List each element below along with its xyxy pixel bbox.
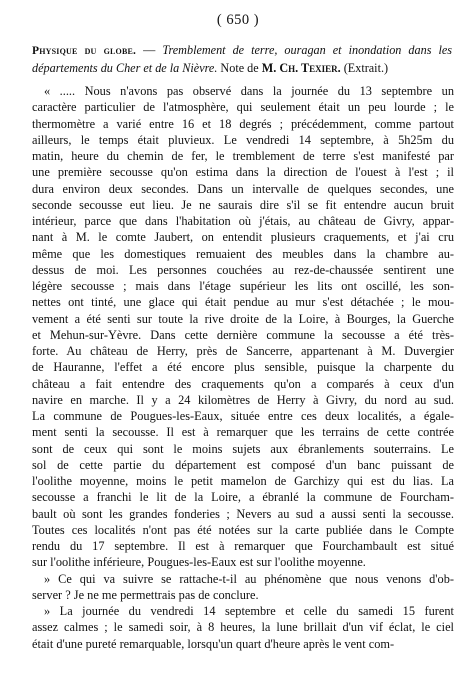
section-rubric: Physique du globe. xyxy=(32,45,137,57)
text-line: » La journée du vendredi 14 septembre et celle du samedi 15 furent xyxy=(44,604,454,618)
text-line: sont de ceux qui sont le moins sujets aux ébranlements souterrains. Le xyxy=(32,441,454,456)
text-line: l'oolithe moyenne, moins le petit mamelon de Garchizy qui est du lias. La xyxy=(32,474,454,488)
text-line: La commune de Pougues-les-Eaux, située entre ces deux localités, a égale- xyxy=(32,409,454,423)
text-line: une première secousse qu'on estima dans la direction de l'ouest à l'est ; il xyxy=(32,165,454,180)
text-line: ailleurs, le temps était pluvieux. Le vendredi 14 septembre, à 5h25m du xyxy=(32,132,454,147)
text-line: » Ce qui va suivre se rattache-t-il au phénomène que nous venons d'ob- xyxy=(44,571,454,586)
article-subject: Tremblement de terre, ouragan et inondation dans les départements du Cher et de la Nièvre. xyxy=(32,43,453,75)
text-line: légère secousse ; mais dans l'étage supérieur les lits ont oscillé, les son- xyxy=(32,279,454,293)
text-line: seconde secousse eut lieu. Je ne saurais dire s'il se fit entendre aucun bruit xyxy=(32,197,454,212)
text-line: de Hauranne, l'effet a été encore plus sensible, puisque la charpente du xyxy=(32,360,454,375)
page-number: ( 650 ) xyxy=(216,12,260,28)
text-line: « ..... Nous n'avons pas observé dans la journée du 13 septembre un xyxy=(44,84,454,98)
text-line: server ? Je ne me permettrais pas de conclure. xyxy=(32,587,259,602)
text-line: secousse a franchi le lit de la Loire, a ébranlé la commune de Fourcham- xyxy=(32,490,454,505)
paragraph xyxy=(32,83,454,571)
text-line: forte. Au château de Herry, près de Sancerre, appartenant à M. Duvergier xyxy=(32,344,454,358)
text-line: assez calmes ; le samedi soir, à 8 heures, la lune brillait d'un vif éclat, le ciel xyxy=(32,620,454,635)
text-line: dura environ deux secondes. Dans un intervalle de quelques secondes, une xyxy=(32,181,454,196)
article-author: M. Ch. Texier. xyxy=(261,61,341,75)
text-line: même que les domestiques remuaient des meubles dans la chambre au- xyxy=(32,246,454,261)
text-line: nettes ont tinté, une glace qui était pendue au mur s'est détachée ; le mou- xyxy=(32,295,454,310)
text-line: navire en marche. Il y a 24 kilomètres de Herry à Givry, du nord au sud. xyxy=(32,392,454,407)
article-heading xyxy=(32,42,452,77)
paragraph xyxy=(32,603,454,652)
text-line: était d'une pureté remarquable, lorsqu'un quart d'heure après le vent com- xyxy=(32,636,395,651)
text-line: rendu du 17 septembre. Il est à remarquer que Fourchambault est situé xyxy=(32,539,454,553)
text-line: ment senti la secousse. Il est à remarquer que les terrains de cette contrée xyxy=(32,425,454,440)
text-line: dessus de moi. Les personnes couchées au rez-de-chaussée sentirent une xyxy=(32,262,454,277)
text-line: sol de cette partie du département est composé d'un banc puissant de xyxy=(32,457,454,472)
text-line: intérieur, parce que dans l'habitation où j'étais, au château de Givry, appar- xyxy=(32,214,454,228)
paragraph xyxy=(32,571,454,604)
text-line: thermomètre a varié entre 16 et 18 degrés ; précédemment, comme partout xyxy=(32,116,454,131)
text-line: matin, heure du chemin de fer, le tremblement de terre s'est manifesté par xyxy=(32,149,454,163)
text-line: et Mehun-sur-Yèvre. Dans cette dernière commune la secousse a été très- xyxy=(32,327,454,342)
article-body xyxy=(32,83,454,652)
text-line: Toutes ces localités n'ont pas été notées sur la carte publiée dans le Compte xyxy=(32,522,454,537)
text-line: nant à M. le comte Jaubert, on entendit plusieurs craquements, et j'ai cru xyxy=(32,230,454,245)
heading-suffix: (Extrait.) xyxy=(340,61,389,75)
note-prefix: Note de xyxy=(217,61,262,75)
text-line: château a fait entendre des craquements qu'on a comparés à ceux d'un xyxy=(32,376,454,391)
text-line: caractère particulier de l'atmosphère, qui seulement était un peu lourde ; le xyxy=(32,100,454,115)
text-line: vement a été senti sur toute la rive droite de la Loire, à Bourges, la Guerche xyxy=(32,311,454,326)
text-line: sur l'oolithe inférieure, Pougues-les-Eaux est sur l'oolithe moyenne. xyxy=(32,555,366,570)
heading-dash: — xyxy=(136,43,163,57)
text-line: bault où sont les grandes fonderies ; Nevers au sud a aussi senti la secousse. xyxy=(32,506,454,521)
